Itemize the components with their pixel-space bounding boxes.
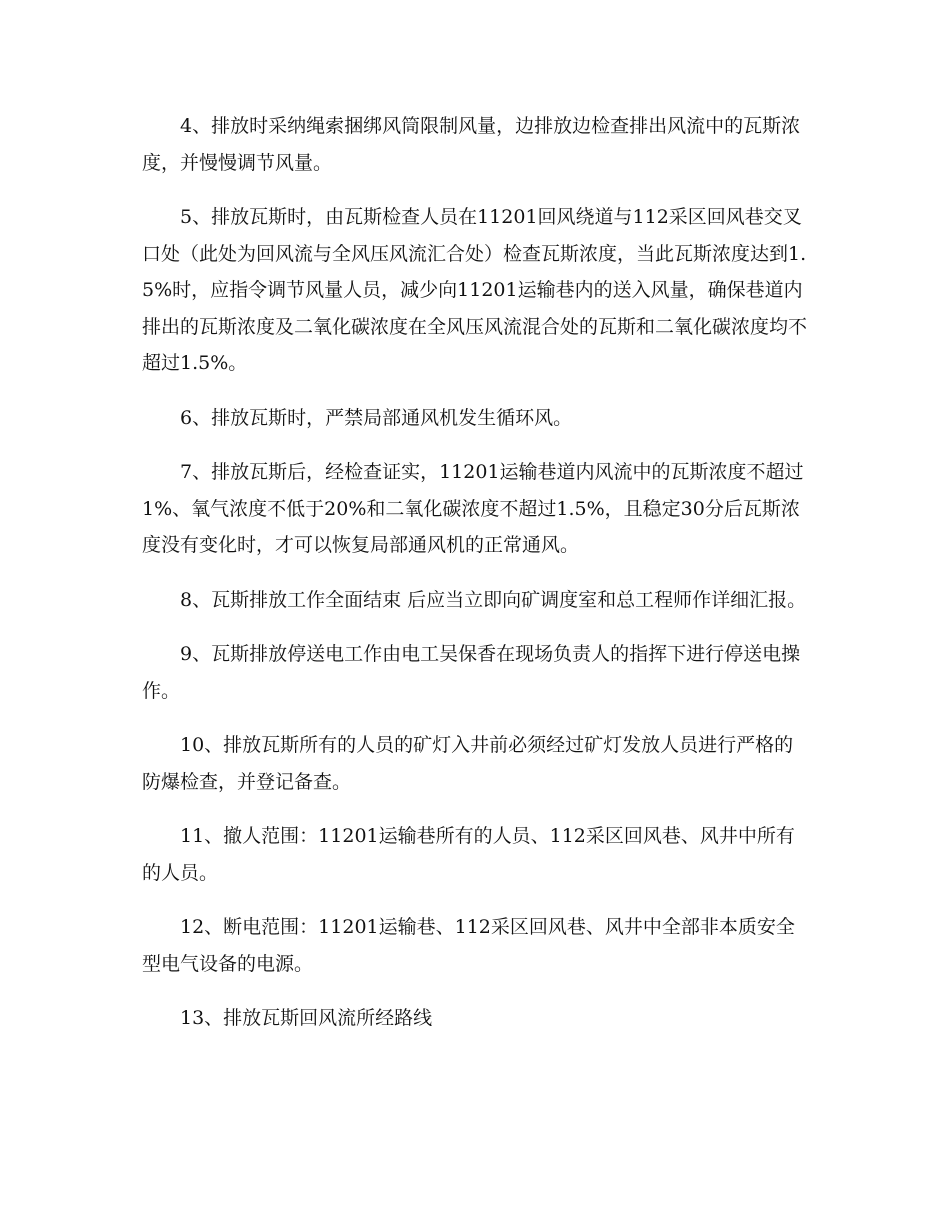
paragraph-item-10: 10、排放瓦斯所有的人员的矿灯入井前必须经过矿灯发放人员进行严格的防爆检查，并登记备查。 bbox=[142, 734, 794, 793]
paragraph-item-13: 13、排放瓦斯回风流所经路线 bbox=[180, 1007, 433, 1029]
paragraph-item-5: 5、排放瓦斯时，由瓦斯检查人员在11201回风绕道与112采区回风巷交叉口处（此处为回风流与全风压风流汇合处）检查瓦斯浓度，当此瓦斯浓度达到1.5%时，应指令调节风量人员，减少向11201运输巷内的送入风量，确保巷道内排出的瓦斯浓度及二氧化碳浓度在全风压风流混合处的瓦斯和二氧化碳浓度均不超过1.5%。 bbox=[142, 206, 808, 374]
paragraph-item-9: 9、瓦斯排放停送电工作由电工吴保香在现场负责人的指挥下进行停送电操作。 bbox=[142, 643, 801, 702]
paragraph-item-7: 7、排放瓦斯后，经检查证实，11201运输巷道内风流中的瓦斯浓度不超过1%、氧气浓度不低于20%和二氧化碳浓度不超过1.5%，且稳定30分后瓦斯浓度没有变化时，才可以恢复局部通风机的正常通风。 bbox=[142, 461, 804, 556]
paragraph-item-6: 6、排放瓦斯时，严禁局部通风机发生循环风。 bbox=[180, 406, 573, 429]
paragraph-item-4: 4、排放时采纳绳索捆绑风筒限制风量，边排放边检查排出风流中的瓦斯浓度，并慢慢调节风量。 bbox=[142, 115, 801, 174]
document-body bbox=[142, 108, 808, 1055]
paragraph-item-8: 8、瓦斯排放工作全面结束 后应当立即向矿调度室和总工程师作详细汇报。 bbox=[180, 588, 807, 611]
paragraph-item-11: 11、撤人范围：11201运输巷所有的人员、112采区回风巷、风井中所有的人员。 bbox=[142, 825, 795, 884]
paragraph-item-12: 12、断电范围：11201运输巷、112采区回风巷、风井中全部非本质安全型电气设备的电源。 bbox=[142, 916, 795, 975]
